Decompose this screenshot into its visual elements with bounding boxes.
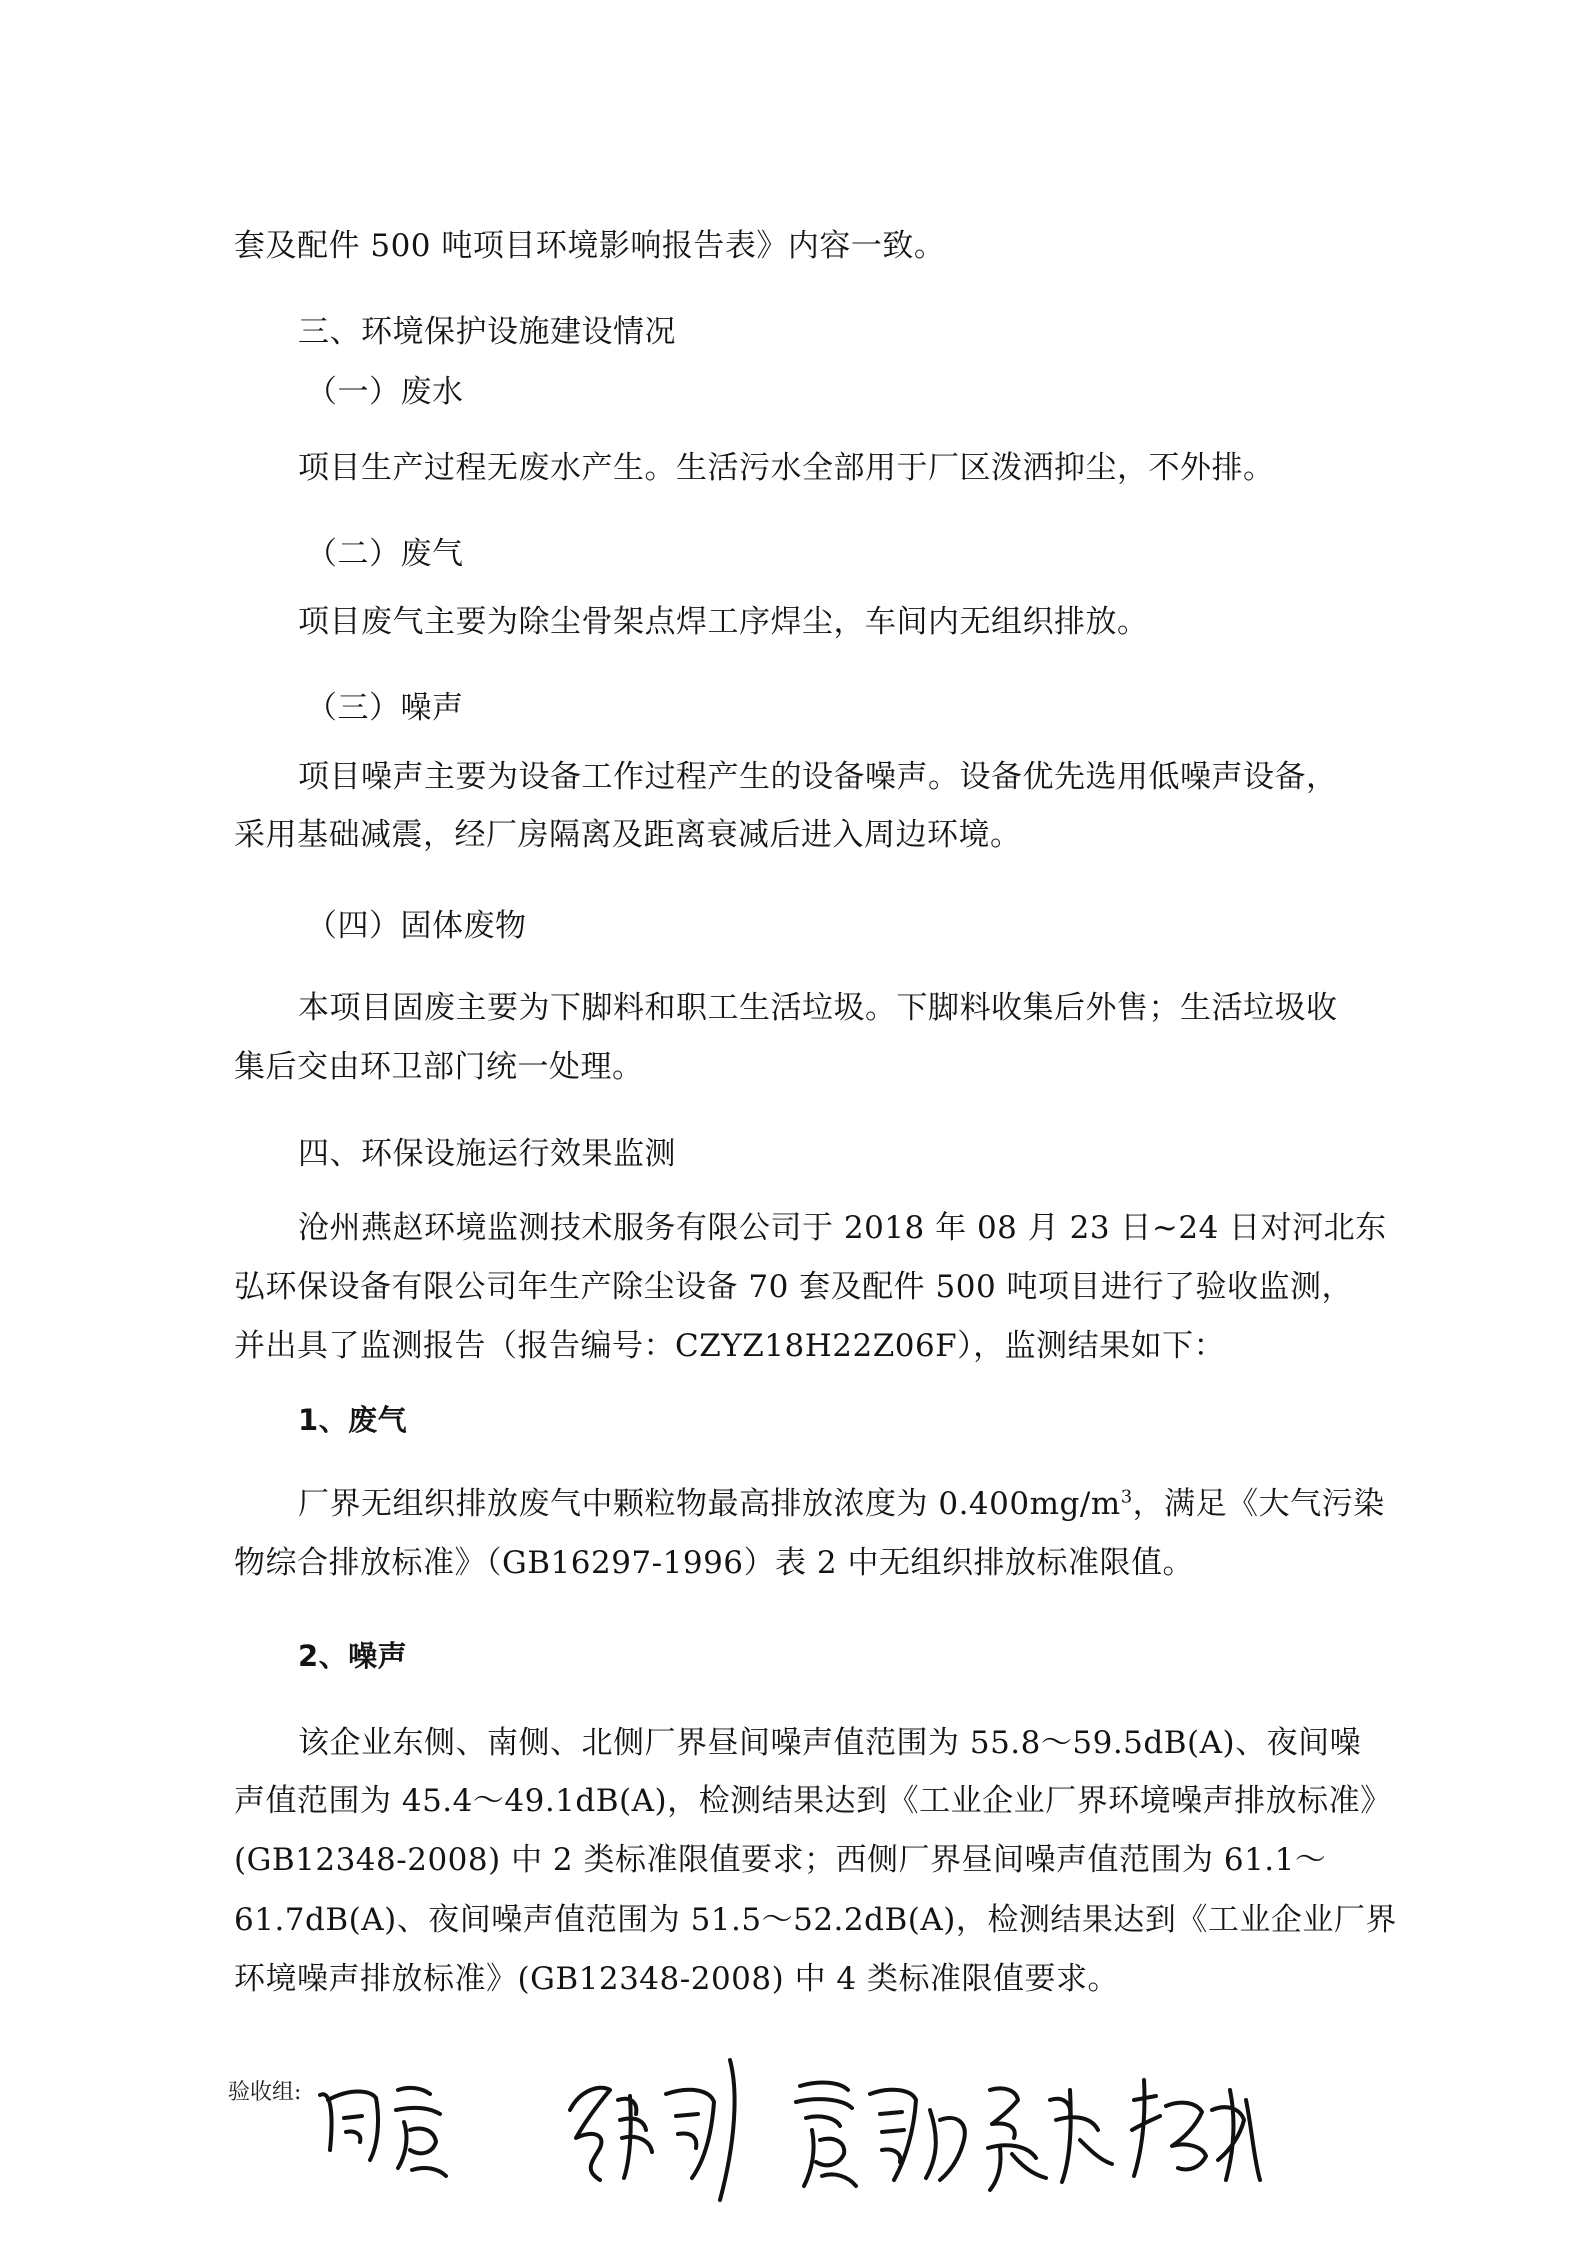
paragraph-noise-result-line-4: 61.7dB(A)、夜间噪声值范围为 51.5～52.2dB(A)，检测结果达到《工业企业厂界: [234, 1902, 1397, 1938]
signature-3: [796, 2083, 1112, 2190]
paragraph-exhaust: 项目废气主要为除尘骨架点焊工序焊尘，车间内无组织排放。: [298, 604, 1149, 640]
paragraph-monitoring-line-1: 沧州燕赵环境监测技术服务有限公司于 2018 年 08 月 23 日~24 日对河北东: [298, 1210, 1387, 1246]
subheading-wastewater: （一）废水: [306, 374, 464, 410]
subheading-solid-waste: （四）固体废物: [306, 908, 527, 944]
section-heading-3: 三、环境保护设施建设情况: [298, 314, 676, 350]
paragraph-continuation: 套及配件 500 吨项目环境影响报告表》内容一致。: [234, 228, 946, 264]
paragraph-noise-line-2: 采用基础减震，经厂房隔离及距离衰减后进入周边环境。: [234, 817, 1022, 853]
exhaust-result-text: 厂界无组织排放废气中颗粒物最高排放浓度为 0.400mg/m: [298, 1486, 1121, 1522]
paragraph-exhaust-result-line-2: 物综合排放标准》（GB16297-1996）表 2 中无组织排放标准限值。: [234, 1545, 1194, 1581]
numbered-heading-exhaust: 1、废气: [298, 1403, 408, 1437]
paragraph-noise-result-line-5: 环境噪声排放标准》(GB12348-2008) 中 4 类标准限值要求。: [234, 1961, 1119, 1997]
exhaust-result-text-cont: ，满足《大气污染: [1132, 1486, 1385, 1522]
paragraph-noise-line-1: 项目噪声主要为设备工作过程产生的设备噪声。设备优先选用低噪声设备，: [298, 759, 1338, 795]
handwritten-signatures: [300, 2030, 1280, 2220]
signature-4: [1132, 2080, 1260, 2180]
paragraph-exhaust-result-line-1: [298, 1484, 1385, 1524]
subheading-exhaust: （二）废气: [306, 536, 464, 572]
paragraph-monitoring-line-3: 并出具了监测报告（报告编号：CZYZ18H22Z06F），监测结果如下：: [234, 1328, 1226, 1364]
paragraph-monitoring-line-2: 弘环保设备有限公司年生产除尘设备 70 套及配件 500 吨项目进行了验收监测，: [234, 1269, 1354, 1305]
section-heading-4: 四、环保设施运行效果监测: [298, 1136, 676, 1172]
paragraph-solid-waste-line-1: 本项目固废主要为下脚料和职工生活垃圾。下脚料收集后外售；生活垃圾收: [298, 990, 1338, 1026]
subheading-noise: （三）噪声: [306, 690, 464, 726]
numbered-heading-noise: 2、噪声: [298, 1639, 408, 1673]
signature-1: [320, 2088, 446, 2176]
acceptance-group-label: 验收组:: [228, 2080, 302, 2105]
superscript-3: 3: [1120, 1486, 1133, 1508]
paragraph-noise-result-line-3: (GB12348-2008) 中 2 类标准限值要求；西侧厂界昼间噪声值范围为 61.1～: [234, 1842, 1327, 1878]
paragraph-noise-result-line-2: 声值范围为 45.4～49.1dB(A)，检测结果达到《工业企业厂界环境噪声排放标准》: [234, 1783, 1392, 1819]
paragraph-wastewater: 项目生产过程无废水产生。生活污水全部用于厂区泼洒抑尘，不外排。: [298, 450, 1275, 486]
paragraph-solid-waste-line-2: 集后交由环卫部门统一处理。: [234, 1049, 644, 1085]
signature-2: [570, 2060, 735, 2200]
paragraph-noise-result-line-1: 该企业东侧、南侧、北侧厂界昼间噪声值范围为 55.8～59.5dB(A)、夜间噪: [298, 1725, 1362, 1761]
